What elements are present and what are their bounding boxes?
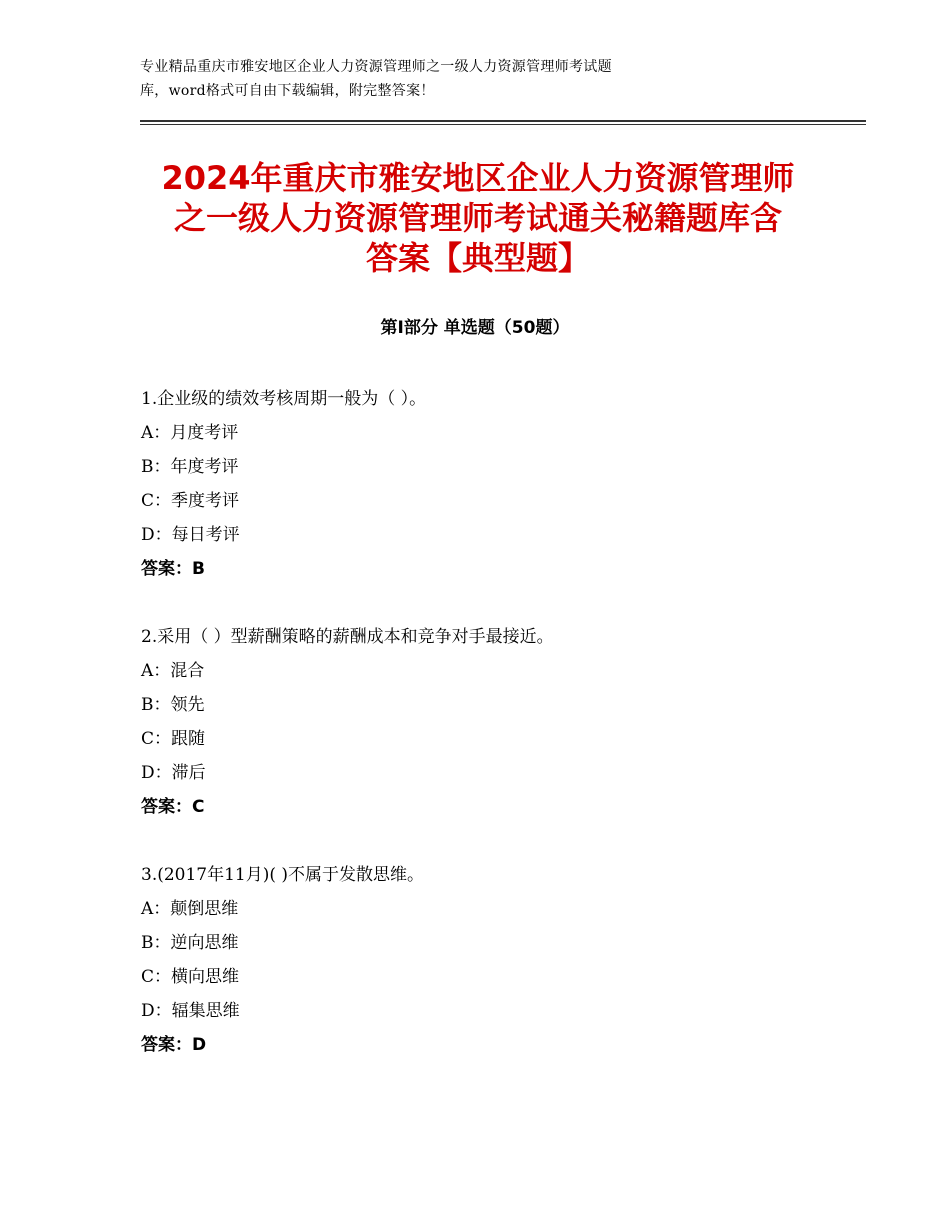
- document-title-line-3: 答案【典型题】: [365, 239, 590, 277]
- document-title: [110, 158, 846, 278]
- section-title: 第Ⅰ部分 单选题（50题）: [380, 318, 570, 338]
- header-note-line-1: 专业精品重庆市雅安地区企业人力资源管理师之一级人力资源管理师考试题: [140, 59, 612, 75]
- option-b: B：年度考评: [141, 457, 239, 477]
- question-3: [141, 858, 841, 1062]
- question-2: [141, 620, 841, 824]
- option-d: D：滞后: [141, 763, 206, 783]
- header-divider-thin: [140, 124, 866, 125]
- option-d: D：辐集思维: [141, 1001, 240, 1021]
- document-title-line-2: 之一级人力资源管理师考试通关秘籍题库含: [173, 199, 782, 237]
- option-a: A：混合: [141, 661, 205, 681]
- question-stem: 1.企业级的绩效考核周期一般为（ ）。: [141, 389, 427, 409]
- header-divider-thick: [140, 120, 866, 122]
- header-note-line-2: 库，word格式可自由下载编辑，附完整答案！: [140, 83, 435, 99]
- answer: 答案：B: [141, 559, 205, 579]
- answer: 答案：D: [141, 1035, 207, 1055]
- option-a: A：月度考评: [141, 423, 239, 443]
- option-a: A：颠倒思维: [141, 899, 239, 919]
- option-b: B：领先: [141, 695, 205, 715]
- option-c: C：横向思维: [141, 967, 240, 987]
- question-stem: 3.(2017年11月)( )不属于发散思维。: [141, 865, 425, 885]
- document-title-line-1: 2024年重庆市雅安地区企业人力资源管理师: [161, 159, 795, 197]
- option-d: D：每日考评: [141, 525, 240, 545]
- header-note: [140, 55, 780, 103]
- option-c: C：季度考评: [141, 491, 240, 511]
- answer: 答案：C: [141, 797, 205, 817]
- question-stem: 2.采用（ ）型薪酬策略的薪酬成本和竞争对手最接近。: [141, 627, 554, 647]
- question-list: [141, 382, 841, 1096]
- question-1: [141, 382, 841, 586]
- option-c: C：跟随: [141, 729, 206, 749]
- option-b: B：逆向思维: [141, 933, 239, 953]
